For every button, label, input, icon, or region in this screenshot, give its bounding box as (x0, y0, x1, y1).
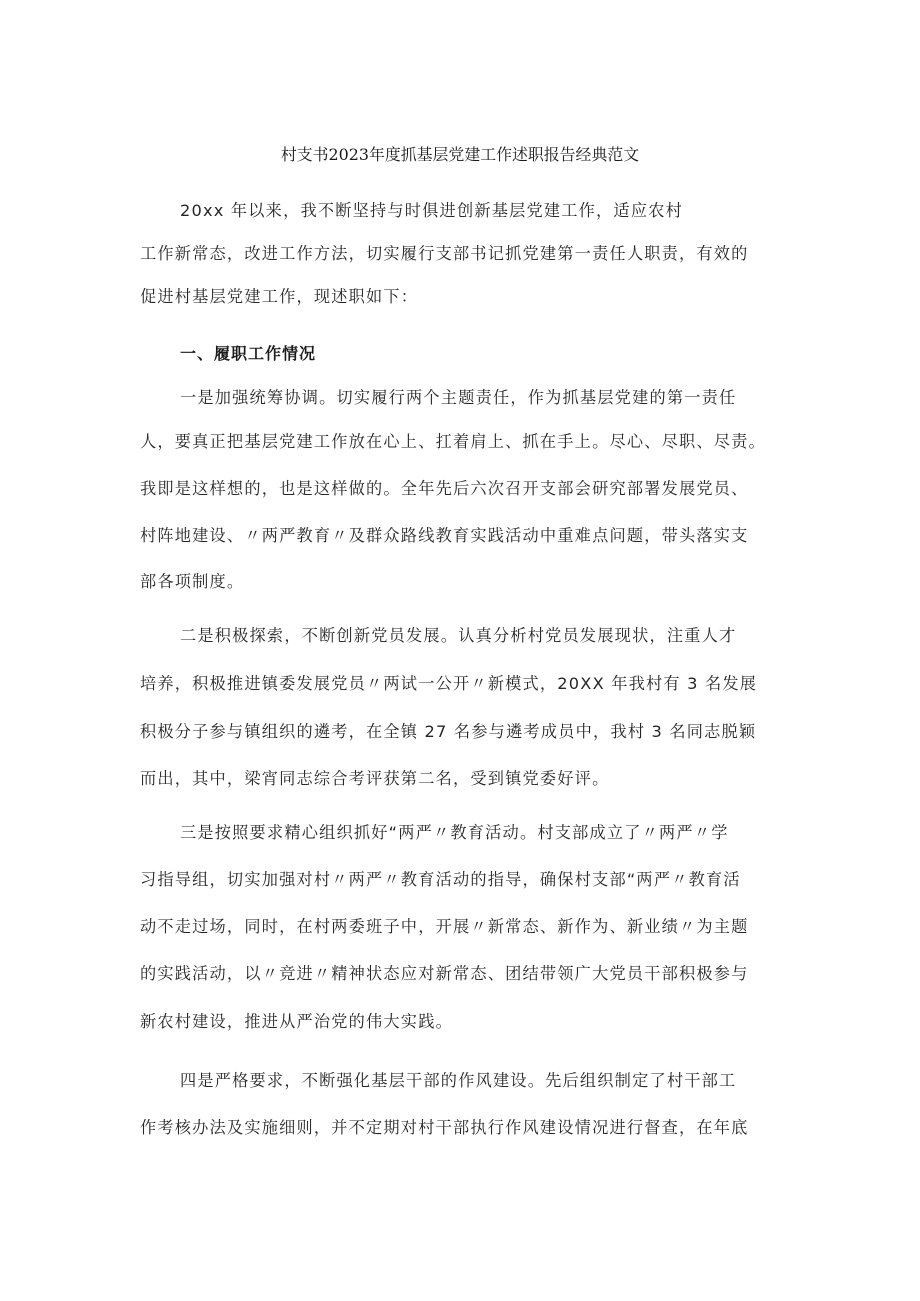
paragraph-2-line-2: 培养，积极推进镇委发展党员〃两试一公开〃新模式，20XX 年我村有 3 名发展 (140, 674, 758, 693)
intro-line-1: 20xx 年以来，我不断坚持与时俱进创新基层党建工作，适应农村 (180, 201, 683, 220)
paragraph-3-line-1: 三是按照要求精心组织抓好“两严〃教育活动。村支部成立了〃两严〃学 (180, 823, 729, 842)
paragraph-1-line-5: 部各项制度。 (140, 572, 245, 591)
paragraph-3-line-2: 习指导组，切实加强对村〃两严〃教育活动的指导，确保村支部“两严〃教育活 (140, 870, 741, 889)
paragraph-1-line-2: 人，要真正把基层党建工作放在心上、扛着肩上、抓在手上。尽心、尽职、尽责。 (140, 432, 766, 451)
paragraph-2-line-3: 积极分子参与镇组织的遴考，在全镇 27 名参与遴考成员中，我村 3 名同志脱颖 (140, 722, 757, 741)
paragraph-3-line-3: 动不走过场，同时，在村两委班子中，开展〃新常态、新作为、新业绩〃为主题 (140, 917, 749, 936)
paragraph-1-line-3: 我即是这样想的，也是这样做的。全年先后六次召开支部会研究部署发展党员、 (140, 479, 749, 498)
paragraph-2-line-1: 二是积极探索，不断创新党员发展。认真分析村党员发展现状，注重人才 (180, 626, 737, 645)
paragraph-3-line-4: 的实践活动，以〃竞进〃精神状态应对新常态、团结带领广大党员干部积极参与 (140, 964, 749, 983)
paragraph-1-line-1: 一是加强统筹协调。切实履行两个主题责任，作为抓基层党建的第一责任 (180, 388, 737, 407)
paragraph-2-line-4: 而出，其中，梁宵同志综合考评获第二名，受到镇党委好评。 (140, 769, 610, 788)
intro-line-3: 促进村基层党建工作，现述职如下： (140, 287, 419, 306)
paragraph-4-line-1: 四是严格要求，不断强化基层干部的作风建设。先后组织制定了村干部工 (180, 1071, 737, 1090)
intro-line-2: 工作新常态，改进工作方法，切实履行支部书记抓党建第一责任人职责，有效的 (140, 244, 749, 263)
paragraph-4-line-2: 作考核办法及实施细则，并不定期对村干部执行作风建设情况进行督查，在年底 (140, 1118, 749, 1137)
document-title: 村支书2023年度抓基层党建工作述职报告经典范文 (280, 145, 640, 164)
paragraph-1-line-4: 村阵地建设、〃两严教育〃及群众路线教育实践活动中重难点问题，带头落实支 (140, 526, 749, 545)
paragraph-3-line-5: 新农村建设，推进从严治党的伟大实践。 (140, 1012, 453, 1031)
section-heading-1: 一、履职工作情况 (180, 344, 317, 363)
